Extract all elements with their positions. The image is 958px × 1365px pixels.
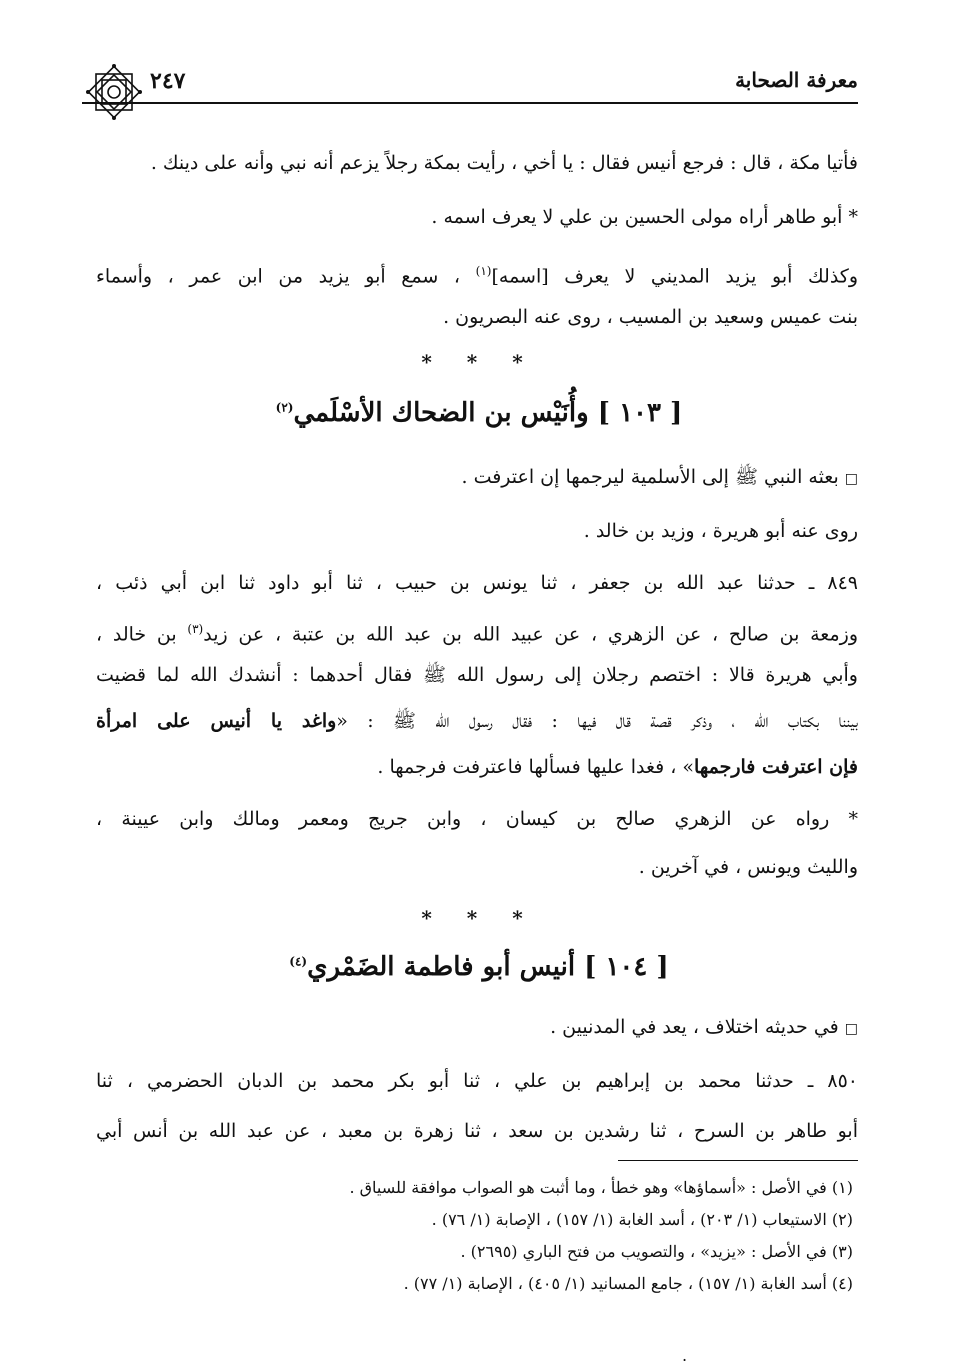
text-span: » ، فغدا عليها فسألها فاعترفت فرجمها .	[377, 756, 695, 778]
text-span: ، سمع أبو يزيد من ابن عمر ، وأسماء	[96, 265, 476, 288]
paragraph-line: بنت عميس وسعيد بن المسيب ، روى عنه البصريون .	[443, 306, 858, 328]
eight-point-star-rosette-icon	[82, 60, 146, 124]
hadith-line	[96, 706, 858, 736]
hadith-line: ٨٤٩ ـ حدثنا عبد الله بن جعفر ، ثنا يونس بن حبيب ، ثنا أبو داود ثنا ابن أبي ذئب ،	[96, 572, 858, 594]
footnote-ref: (٤)	[289, 954, 308, 969]
footnote: (٣) في الأصل : «يزيد» ، والتصويب من فتح الباري (٢٦٩٥) .	[460, 1242, 853, 1261]
page-number: ٢٤٧	[150, 68, 186, 94]
square-bullet-icon: □	[844, 1021, 858, 1037]
bold-quote: فإن اعترفت فارجمها	[694, 756, 858, 778]
square-bullet-icon: □	[844, 471, 858, 487]
note-line: والليث ويونس ، في آخرين .	[638, 856, 858, 878]
description-line	[96, 462, 858, 494]
section-separator: * * *	[421, 906, 537, 930]
description-line	[96, 1012, 858, 1044]
hadith-line: ٨٥٠ ـ حدثنا محمد بن إبراهيم بن علي ، ثنا أبو بكر محمد بن الدبان الحضرمي ، ثنا	[96, 1070, 858, 1092]
text-span: وكذلك أبو يزيد المديني لا يعرف [اسمه]	[491, 265, 859, 288]
footnote-ref: (٣)	[187, 622, 204, 636]
hadith-line	[96, 752, 858, 782]
text-span: وزمعة بن صالح ، عن الزهري ، عن عبيد الله بن عبد الله بن عتبة ، عن زيد	[203, 623, 858, 646]
hadith-line: أبو طاهر بن السرح ، ثنا رشدين بن سعد ، ثنا زهرة بن معبد ، عن عبد الله بن أنس أبي	[96, 1120, 858, 1142]
paragraph-line	[96, 256, 858, 291]
section-heading-104	[0, 952, 958, 982]
bold-quote: واغد يا أنيس على امرأة	[96, 710, 337, 732]
note-line: * رواه عن الزهري صالح بن كيسان ، وابن جريج ومعمر ومالك وابن عيينة ،	[96, 808, 858, 830]
paragraph-line: فأتيا مكة ، قال : فرجع أنيس فقال : يا أخي ، رأيت بمكة رجلاً يزعم أنه نبي وأنه على دينك .	[150, 152, 858, 174]
page-header	[82, 62, 858, 104]
footnote: (١) في الأصل : «أسماؤها» وهو خطأ ، وما أثبت هو الصواب موافقة للسياق .	[349, 1178, 853, 1197]
footnote: (٢) الاستيعاب (١/ ٢٠٣) ، أسد الغابة (١/ ١٥٧) ، الإصابة (١/ ٧٦) .	[431, 1210, 853, 1229]
bottom-mark: .	[682, 1346, 688, 1365]
hadith-line	[96, 614, 858, 649]
text-span: بعثه النبي ﷺ إلى الأسلمية ليرجمها إن اعترفت .	[461, 466, 839, 488]
text-span: بن خالد ،	[96, 623, 188, 646]
heading-text: [ ١٠٣ ] وأُنَيْس بن الضحاك الأسْلَمي	[293, 398, 683, 428]
paragraph-line: * أبو طاهر أراه مولى الحسين بن علي لا يعرف اسمه .	[431, 206, 858, 228]
footnote-ref: (١)	[475, 264, 492, 278]
text-span: بيننا بكتاب الله ، وذكر قصة قال فيها : فقال رسول الله ﷺ : «	[336, 710, 858, 732]
section-separator: * * *	[421, 350, 537, 374]
footnote-ref: (٢)	[275, 400, 294, 415]
text-span: في حديثه اختلاف ، يعد في المدنيين .	[550, 1016, 839, 1038]
narrators-line: روى عنه أبو هريرة ، وزيد بن خالد .	[583, 520, 858, 542]
running-title: معرفة الصحابة	[735, 68, 858, 92]
hadith-line: وأبي هريرة قالا : اختصم رجلان إلى رسول الله ﷺ فقال أحدهما : أنشدك الله لما قضيت	[96, 664, 858, 686]
section-heading-103	[0, 398, 958, 428]
footnote-rule	[618, 1160, 858, 1161]
heading-text: [ ١٠٤ ] أنيس أبو فاطمة الضَمْري	[307, 952, 669, 982]
footnote: (٤) أسد الغابة (١/ ١٥٧) ، جامع المسانيد (١/ ٤٠٥) ، الإصابة (١/ ٧٧) .	[403, 1274, 853, 1293]
